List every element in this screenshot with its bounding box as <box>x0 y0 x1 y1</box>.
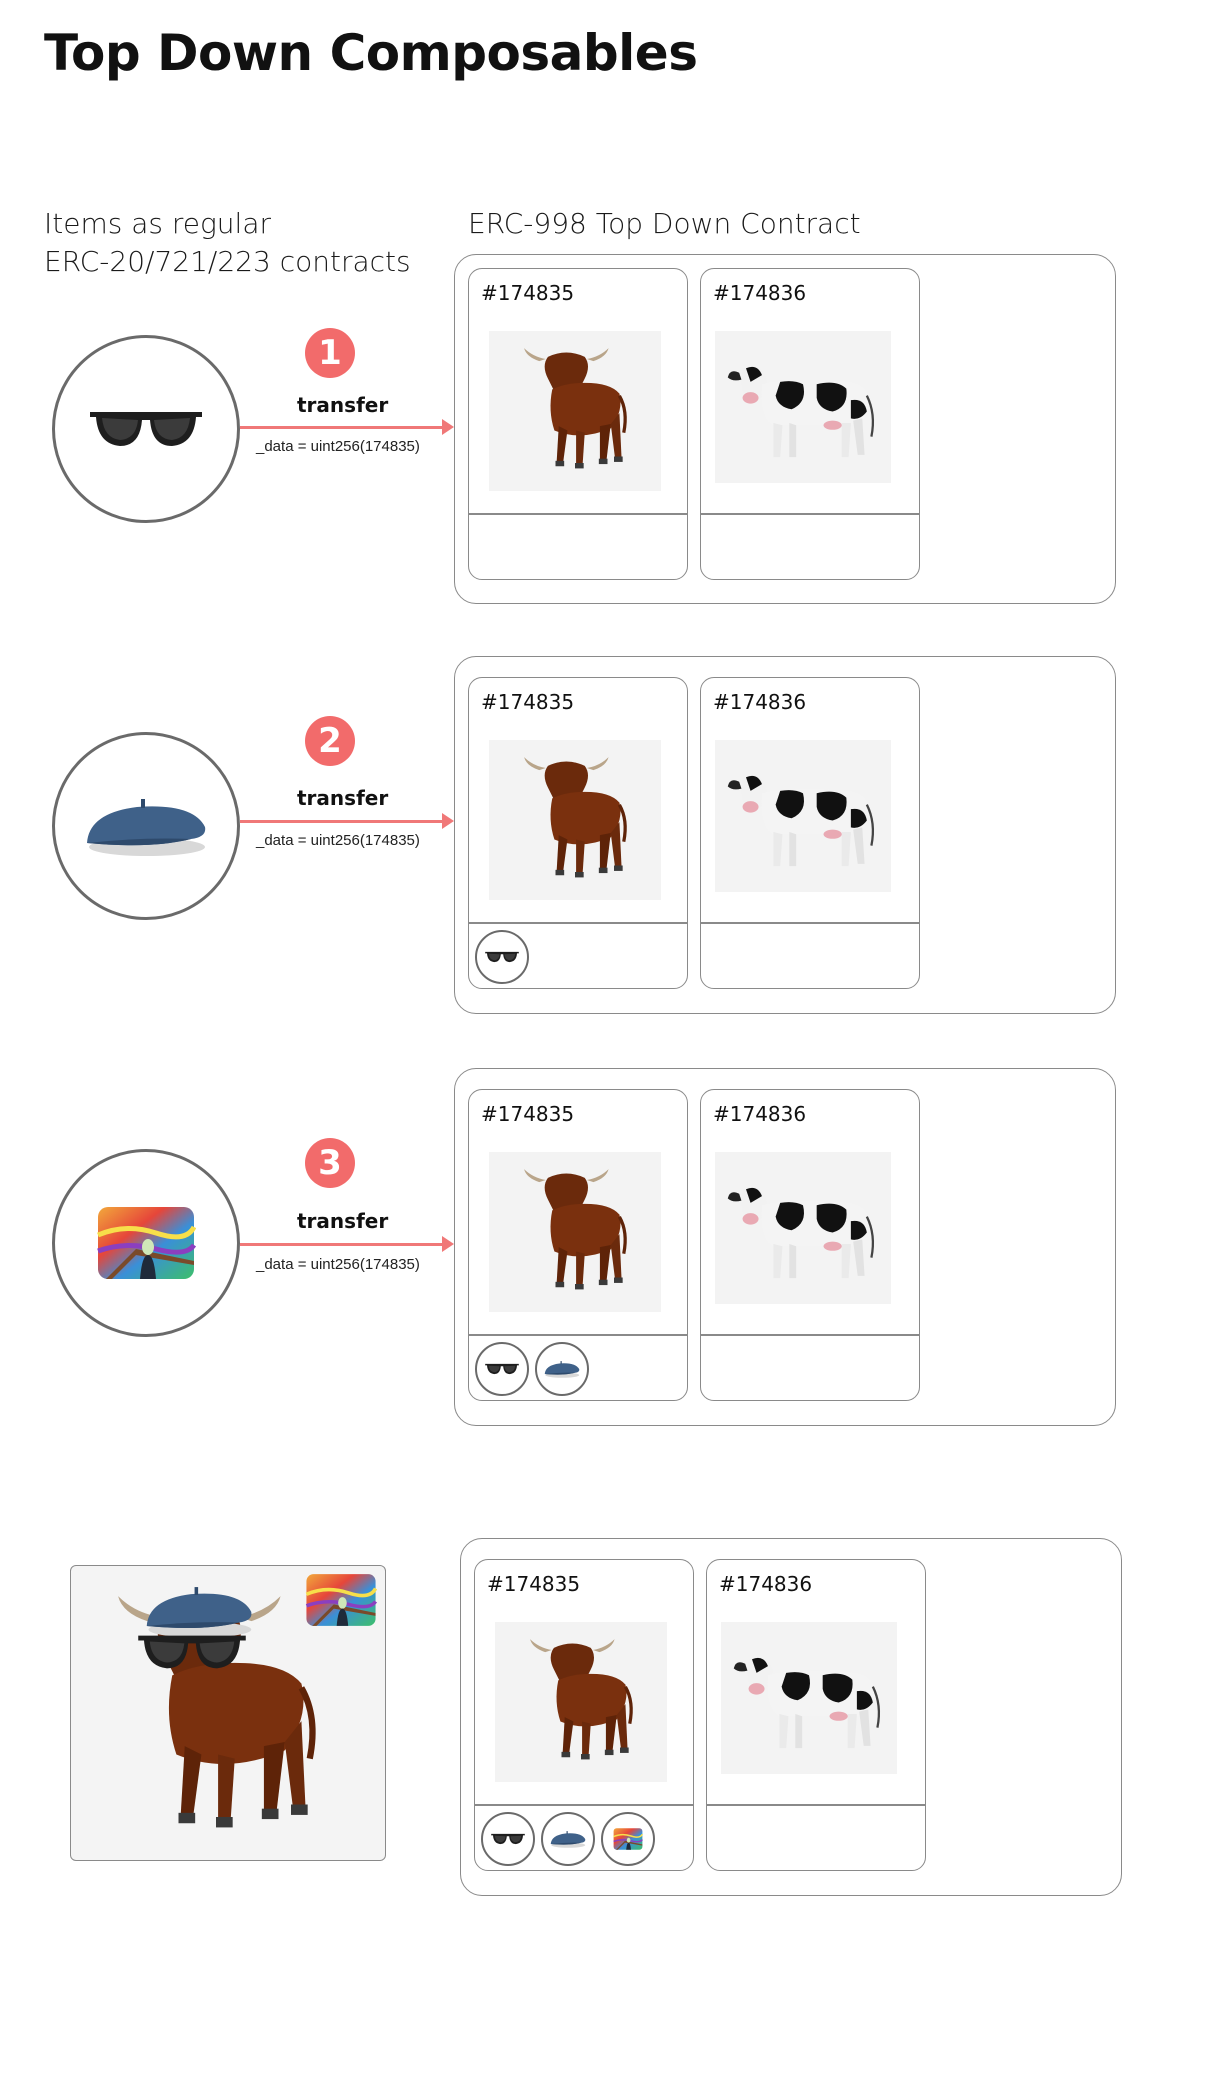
composed-bull-image <box>71 1566 385 1860</box>
cow-icon <box>723 759 883 873</box>
token-image <box>721 1622 897 1774</box>
step-badge: 2 <box>305 716 355 766</box>
token-image <box>489 1152 661 1312</box>
page-title: Top Down Composables <box>44 24 698 82</box>
bull-icon <box>521 1637 641 1767</box>
transfer-arrow <box>240 426 448 429</box>
painting-icon <box>96 1205 196 1281</box>
sunglasses-icon <box>490 1831 526 1847</box>
bull-icon <box>515 755 635 885</box>
token-card-cow[interactable] <box>700 1089 920 1401</box>
token-id: #174836 <box>713 690 807 714</box>
beret-icon <box>81 790 211 862</box>
child-tokens <box>475 1342 589 1396</box>
painting-icon <box>613 1827 643 1851</box>
child-sunglasses[interactable] <box>475 1342 529 1396</box>
sunglasses-icon <box>484 949 520 965</box>
data-label: _data = uint256(174835) <box>256 438 420 455</box>
child-sunglasses[interactable] <box>475 930 529 984</box>
token-id: #174835 <box>487 1572 581 1596</box>
item-circle-beret[interactable] <box>52 732 240 920</box>
token-id: #174835 <box>481 281 575 305</box>
item-circle-painting[interactable] <box>52 1149 240 1337</box>
cow-icon <box>723 350 883 464</box>
cow-icon <box>729 1641 889 1755</box>
child-beret[interactable] <box>535 1342 589 1396</box>
items-label-line1: Items as regular <box>44 207 271 240</box>
token-card-bull[interactable] <box>474 1559 694 1871</box>
composed-bull-preview <box>70 1565 386 1861</box>
beret-icon <box>549 1828 587 1850</box>
transfer-arrow <box>240 820 448 823</box>
token-id: #174835 <box>481 690 575 714</box>
item-circle-sunglasses[interactable] <box>52 335 240 523</box>
step-badge: 3 <box>305 1138 355 1188</box>
child-divider <box>475 1804 693 1806</box>
token-image <box>489 740 661 900</box>
sunglasses-icon <box>86 404 206 454</box>
token-card-cow[interactable] <box>700 677 920 989</box>
erc998-contract-box <box>454 254 1116 604</box>
token-image <box>715 740 891 892</box>
transfer-label: transfer <box>297 393 389 417</box>
child-divider <box>469 922 687 924</box>
token-card-bull[interactable] <box>468 1089 688 1401</box>
token-id: #174836 <box>713 281 807 305</box>
token-card-cow[interactable] <box>700 268 920 580</box>
token-id: #174836 <box>719 1572 813 1596</box>
transfer-arrow <box>240 1243 448 1246</box>
contract-column-label: ERC-998 Top Down Contract <box>468 207 861 240</box>
items-column-label <box>44 205 411 281</box>
items-label-line2: ERC-20/721/223 contracts <box>44 245 411 278</box>
token-image <box>715 1152 891 1304</box>
child-beret[interactable] <box>541 1812 595 1866</box>
child-tokens <box>481 1812 655 1866</box>
token-image <box>489 331 661 491</box>
data-label: _data = uint256(174835) <box>256 1256 420 1273</box>
child-divider <box>701 1334 919 1336</box>
token-card-bull[interactable] <box>468 268 688 580</box>
token-card-cow[interactable] <box>706 1559 926 1871</box>
child-painting[interactable] <box>601 1812 655 1866</box>
child-tokens <box>475 930 529 984</box>
child-divider <box>701 513 919 515</box>
token-id: #174835 <box>481 1102 575 1126</box>
erc998-contract-box <box>454 656 1116 1014</box>
sunglasses-icon <box>484 1361 520 1377</box>
data-label: _data = uint256(174835) <box>256 832 420 849</box>
child-divider <box>469 1334 687 1336</box>
erc998-contract-box-final <box>460 1538 1122 1896</box>
transfer-label: transfer <box>297 786 389 810</box>
token-card-bull[interactable] <box>468 677 688 989</box>
cow-icon <box>723 1171 883 1285</box>
bull-icon <box>515 346 635 476</box>
child-divider <box>701 922 919 924</box>
child-sunglasses[interactable] <box>481 1812 535 1866</box>
beret-icon <box>543 1358 581 1380</box>
bull-icon <box>515 1167 635 1297</box>
child-divider <box>469 513 687 515</box>
step-badge: 1 <box>305 328 355 378</box>
child-divider <box>707 1804 925 1806</box>
token-image <box>715 331 891 483</box>
transfer-label: transfer <box>297 1209 389 1233</box>
token-id: #174836 <box>713 1102 807 1126</box>
erc998-contract-box <box>454 1068 1116 1426</box>
token-image <box>495 1622 667 1782</box>
